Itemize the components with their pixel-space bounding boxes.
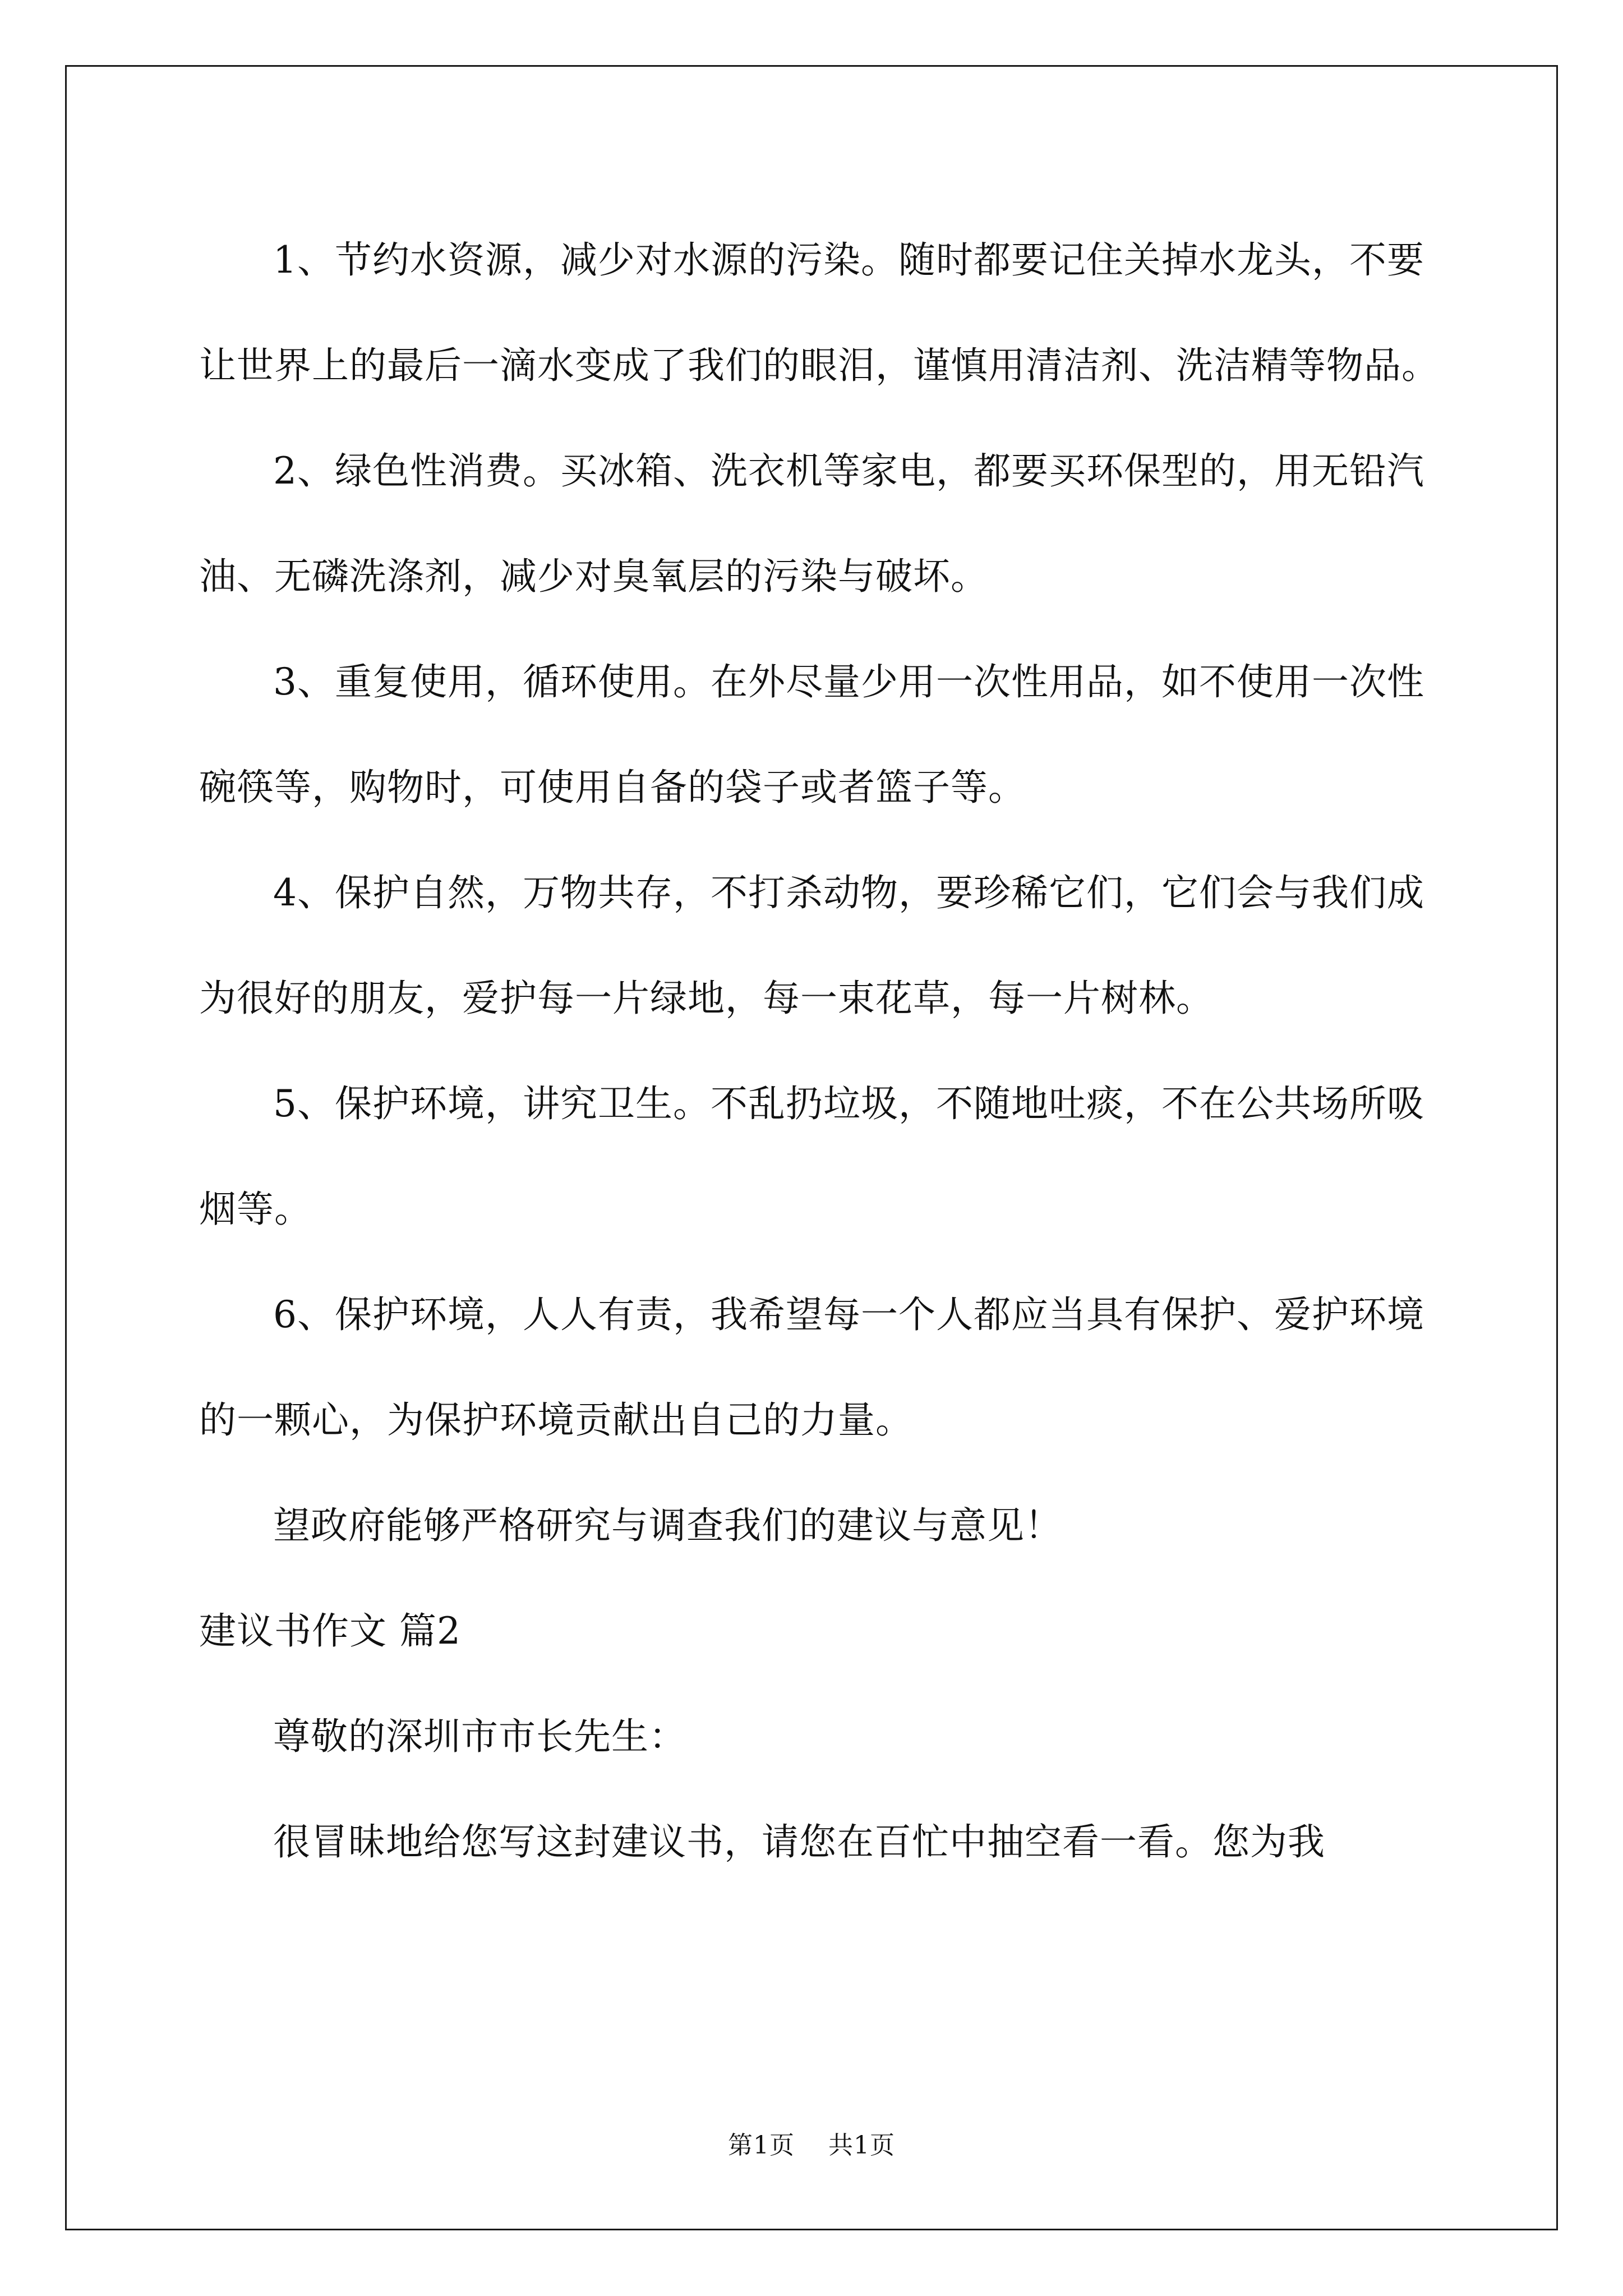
page-total: 共1页 <box>828 2131 895 2160</box>
opening-paragraph: 很冒昧地给您写这封建议书，请您在百忙中抽空看一看。您为我 <box>273 1820 1325 1864</box>
paragraph-1: 1、节约水资源，减少对水源的污染。随时都要记住关掉水龙头，不要让世界上的最后一滴水变成了我们的眼泪，谨慎用清洁剂、洗洁精等物品。 <box>199 238 1439 387</box>
paragraph-3: 3、重复使用，循环使用。在外尽量少用一次性用品，如不使用一次性碗筷等，购物时，可使用自备的袋子或者篮子等。 <box>199 660 1424 809</box>
page-footer <box>0 2125 1623 2161</box>
salutation: 尊敬的深圳市市长先生： <box>273 1715 686 1758</box>
paragraph-2: 2、绿色性消费。买冰箱、洗衣机等家电，都要买环保型的，用无铅汽油、无磷洗涤剂，减少对臭氧层的污染与破坏。 <box>199 449 1424 598</box>
page-number: 第1页 <box>728 2131 795 2160</box>
closing-paragraph: 望政府能够严格研究与调查我们的建议与意见！ <box>273 1504 1062 1547</box>
paragraph-4: 4、保护自然，万物共存，不打杀动物，要珍稀它们，它们会与我们成为很好的朋友，爱护每一片绿地，每一束花草，每一片树林。 <box>199 871 1424 1020</box>
section-heading: 建议书作文 篇2 <box>199 1609 461 1653</box>
paragraph-5: 5、保护环境，讲究卫生。不乱扔垃圾，不随地吐痰，不在公共场所吸烟等。 <box>199 1082 1424 1231</box>
document-body <box>199 208 1455 1895</box>
paragraph-6: 6、保护环境，人人有责，我希望每一个人都应当具有保护、爱护环境的一颗心，为保护环境贡献出自己的力量。 <box>199 1293 1424 1442</box>
